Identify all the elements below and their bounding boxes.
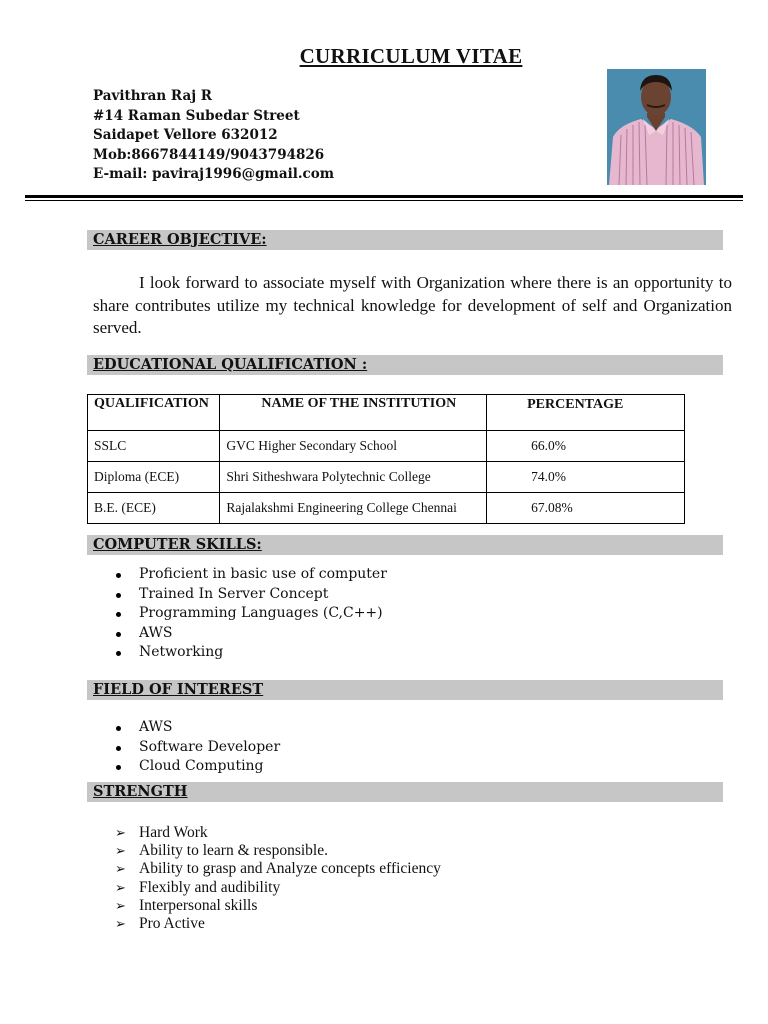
field-of-interest-list	[139, 718, 280, 777]
arrow-bullet-icon: ➢	[115, 843, 126, 859]
header-percentage: PERCENTAGE	[487, 395, 685, 431]
list-item: AWS	[139, 718, 280, 738]
career-objective-text: I look forward to associate myself with Organization where there is an opportunity to share contributes utilize my technical knowledge for development of self and Organization served.	[93, 273, 732, 337]
list-item-text: Ability to learn & responsible.	[139, 842, 328, 860]
table-row	[88, 431, 685, 462]
address-line-2: Saidapet Vellore 632012	[93, 127, 278, 143]
page-title: CURRICULUM VITAE	[299, 44, 523, 68]
section-heading-label: CAREER OBJECTIVE:	[93, 231, 267, 248]
list-item: Software Developer	[139, 738, 280, 758]
header-qualification: QUALIFICATION	[88, 395, 220, 431]
section-heading-label: EDUCATIONAL QUALIFICATION :	[93, 356, 368, 373]
header-divider-thin	[25, 200, 743, 201]
arrow-bullet-icon: ➢	[115, 897, 126, 913]
profile-photo	[607, 69, 706, 185]
arrow-bullet-icon: ➢	[115, 825, 126, 840]
table-row	[88, 493, 685, 524]
arrow-bullet-icon: ➢	[115, 916, 126, 932]
table-row	[88, 462, 685, 493]
arrow-bullet-icon: ➢	[115, 861, 126, 877]
arrow-bullet-icon: ➢	[115, 879, 126, 895]
list-item	[115, 842, 441, 860]
computer-skills-list	[139, 565, 387, 663]
cell-qualification: B.E. (ECE)	[88, 493, 220, 524]
section-heading-career-objective	[87, 230, 723, 250]
list-item	[115, 896, 441, 915]
cell-institution: Rajalakshmi Engineering College Chennai	[220, 493, 487, 524]
list-item	[115, 915, 441, 933]
table-header-row	[88, 395, 685, 431]
header-institution: NAME OF THE INSTITUTION	[220, 395, 487, 431]
list-item-text: Pro Active	[139, 915, 205, 933]
email-address: E-mail: paviraj1996@gmail.com	[93, 166, 335, 182]
cell-qualification: Diploma (ECE)	[88, 462, 220, 493]
section-heading-strength	[87, 782, 723, 802]
section-heading-education	[87, 355, 723, 375]
section-heading-field-of-interest	[87, 680, 723, 700]
cell-percentage: 66.0%	[487, 431, 685, 462]
list-item	[115, 878, 441, 897]
list-item: Programming Languages (C,C++)	[139, 604, 387, 624]
education-table	[87, 394, 685, 524]
cell-institution: Shri Sitheshwara Polytechnic College	[220, 462, 487, 493]
cell-institution: GVC Higher Secondary School	[220, 431, 487, 462]
section-heading-computer-skills	[87, 535, 723, 555]
mobile-number: Mob:8667844149/9043794826	[93, 146, 325, 163]
section-heading-label: FIELD OF INTEREST	[93, 681, 264, 698]
list-item	[115, 824, 441, 842]
list-item: Networking	[139, 643, 387, 663]
strength-list	[115, 824, 441, 933]
list-item-text: Hard Work	[139, 824, 208, 841]
list-item: AWS	[139, 624, 387, 644]
cell-qualification: SSLC	[88, 431, 220, 462]
list-item	[115, 860, 441, 878]
list-item: Proficient in basic use of computer	[139, 565, 387, 585]
section-heading-label: COMPUTER SKILLS:	[93, 536, 262, 553]
header-divider-thick	[25, 195, 743, 198]
list-item: Trained In Server Concept	[139, 585, 387, 605]
cell-percentage: 74.0%	[487, 462, 685, 493]
list-item-text: Interpersonal skills	[139, 896, 258, 914]
address-line-1: #14 Raman Subedar Street	[93, 107, 300, 124]
section-heading-label: STRENGTH	[93, 783, 188, 800]
cell-percentage: 67.08%	[487, 493, 685, 524]
list-item-text: Flexibly and audibility	[139, 878, 281, 896]
contact-block	[93, 87, 334, 185]
list-item: Cloud Computing	[139, 757, 280, 777]
list-item-text: Ability to grasp and Analyze concepts efficiency	[139, 860, 441, 878]
candidate-name: Pavithran Raj R	[93, 88, 213, 104]
